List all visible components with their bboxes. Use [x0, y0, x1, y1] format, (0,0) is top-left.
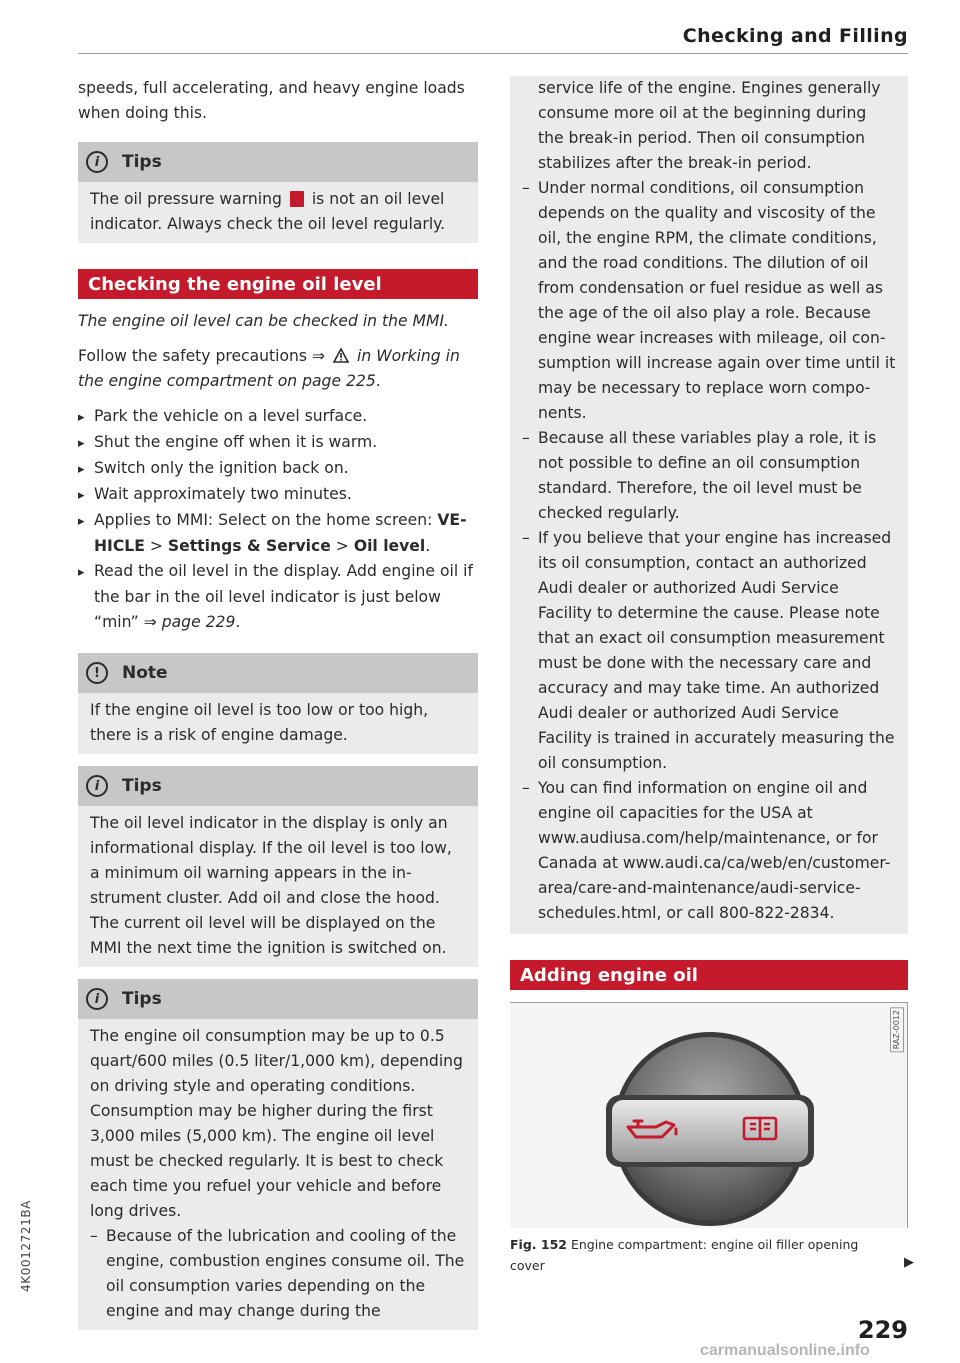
section-subtitle: The engine oil level can be checked in the MMI. — [78, 312, 450, 330]
exclamation-icon: ! — [86, 662, 108, 684]
menu-settings-service[interactable]: Settings & Service — [167, 537, 331, 555]
menu-oil-level[interactable]: Oil level — [353, 537, 426, 555]
step-item-read: ▸ Read the oil level in the display. Add engine oil if the bar in the oil level indicator is just below “min” ⇒ page 229. — [78, 559, 478, 635]
step-item: ▸ Switch only the ignition back on. — [78, 456, 478, 482]
tips-text — [90, 187, 466, 237]
tips-header — [78, 766, 478, 806]
right-column — [510, 76, 914, 1276]
note-label: Note — [122, 662, 168, 683]
figure-caption — [510, 1234, 914, 1276]
tips-label: Tips — [122, 988, 162, 1009]
info-icon: i — [86, 775, 108, 797]
continued-text: service life of the engine. Engines generally consume more oil at the beginning during the break-in period. Then oil consumption stabilizes after the break-in period. — [538, 79, 881, 172]
intro-text: speeds, full accelerating, and heavy engine loads when doing this. — [78, 79, 465, 122]
note-text: If the engine oil level is too low or too high, there is a risk of engine damage. — [90, 701, 429, 744]
figure-code: RAZ-0012 — [890, 1007, 904, 1052]
page-number: 229 — [857, 1316, 908, 1344]
consumption-bullet: – Because all these variables play a role, it is not possible to define an oil consumption standard. Therefore, the oil level must be checked regularly. — [522, 426, 896, 526]
section-heading-check-oil: Checking the engine oil level — [78, 269, 478, 299]
tips-box-1 — [78, 142, 478, 243]
page-ref-link[interactable]: ⇒ page 229 — [143, 613, 236, 631]
safety-link[interactable]: in Working in the engine compartment on page 225 — [78, 347, 460, 390]
step-item: ▸ Shut the engine off when it is warm. — [78, 430, 478, 456]
document-code: 4K0012721BA — [19, 1200, 33, 1292]
tips-label: Tips — [122, 775, 162, 796]
note-header — [78, 653, 478, 693]
step-list — [78, 404, 478, 635]
warning-triangle-icon — [333, 348, 349, 363]
tips-header — [78, 142, 478, 182]
tips-label: Tips — [122, 151, 162, 172]
consumption-bullet: – Under normal conditions, oil consumption depends on the quality and viscosity of the oil, the engine RPM, the climate conditions, and the road conditions. The dilution of oil from condensation or fuel residue as well as the age of the oil also play a role. Because engine wear increases with mileage, oil consumption will increase again over time until it may be necessary to replace worn components. — [522, 176, 896, 426]
tips-box-2 — [78, 766, 478, 967]
info-icon: i — [86, 151, 108, 173]
figure-caption-text: Engine compartment: engine oil filler opening cover — [510, 1237, 859, 1273]
step-item-mmi: ▸ Applies to MMI: Select on the home screen: VEHICLE > Settings & Service > Oil level. — [78, 508, 478, 559]
consumption-bullet: – If you believe that your engine has increased its oil consumption, contact an authorized Audi dealer or authorized Audi Service Facility to determine the cause. Please note that an exact oil consumption measurement must be done with the necessary care and accuracy and may take time. An authorized Audi dealer or authorized Audi Service Facility is trained in accurately measuring the oil consumption. — [522, 526, 896, 776]
tips-bullet: – Because of the lubrication and cooling of the engine, combustion engines consume oil. The oil consumption varies depending on the engine and may change during the — [90, 1224, 466, 1324]
tips-text: The oil level indicator in the display is only an informational display. If the oil level is too low, a minimum oil warning appears in the instrument cluster. Add oil and close the hood. The current oil level will be displayed on the MMI the next time the ignition is switched on. — [90, 814, 452, 957]
step-item: ▸ Park the vehicle on a level surface. — [78, 404, 478, 430]
continue-arrow-icon: ▶ — [904, 1255, 914, 1270]
note-box — [78, 653, 478, 754]
oil-filler-cap-illustration — [510, 1003, 906, 1228]
figure-label: Fig. 152 — [510, 1237, 567, 1252]
oil-pressure-warning-icon — [290, 191, 304, 207]
section-heading-add-oil: Adding engine oil — [510, 960, 908, 990]
watermark: carmanualsonline.info — [700, 1342, 870, 1359]
safety-reference: Follow the safety precautions ⇒ in Working in the engine compartment on page 225. — [78, 347, 460, 390]
tips-box-3 — [78, 979, 478, 1330]
info-icon: i — [86, 988, 108, 1010]
left-column — [78, 76, 478, 1330]
safety-text: Follow the safety precautions ⇒ — [78, 347, 326, 365]
tips-text-after: is not an oil level indicator. Always check the oil level regularly. — [90, 190, 446, 233]
tips-header — [78, 979, 478, 1019]
menu-vehicle[interactable]: VEHICLE — [94, 511, 467, 555]
step-item: ▸ Wait approximately two minutes. — [78, 482, 478, 508]
tips-bullet-list — [90, 1224, 466, 1324]
tips-text: The engine oil consumption may be up to 0.5 quart/600 miles (0.5 liter/1,000 km), depending on driving style and operating conditions. Consumption may be higher during the first 3,000 miles (5,000 km). The engine oil level must be checked regularly. It is best to check each time you refuel your vehicle and before long drives. — [90, 1027, 463, 1220]
figure-oil-filler-cap — [510, 1002, 908, 1228]
consumption-bullet-list — [522, 176, 896, 926]
running-header: Checking and Filling — [682, 25, 908, 47]
tips-box-continued — [510, 76, 908, 934]
consumption-bullet: – You can find information on engine oil and engine oil capacities for the USA at www.audiusa.com/help/maintenance, or for Canada at www.audi.ca/ca/web/en/customer-area/care-and-maintenance/audi-service-schedules.html, or call 800-822-2834. — [522, 776, 896, 926]
tips-text-before: The oil pressure warning — [90, 190, 282, 208]
header-rule — [78, 53, 908, 54]
